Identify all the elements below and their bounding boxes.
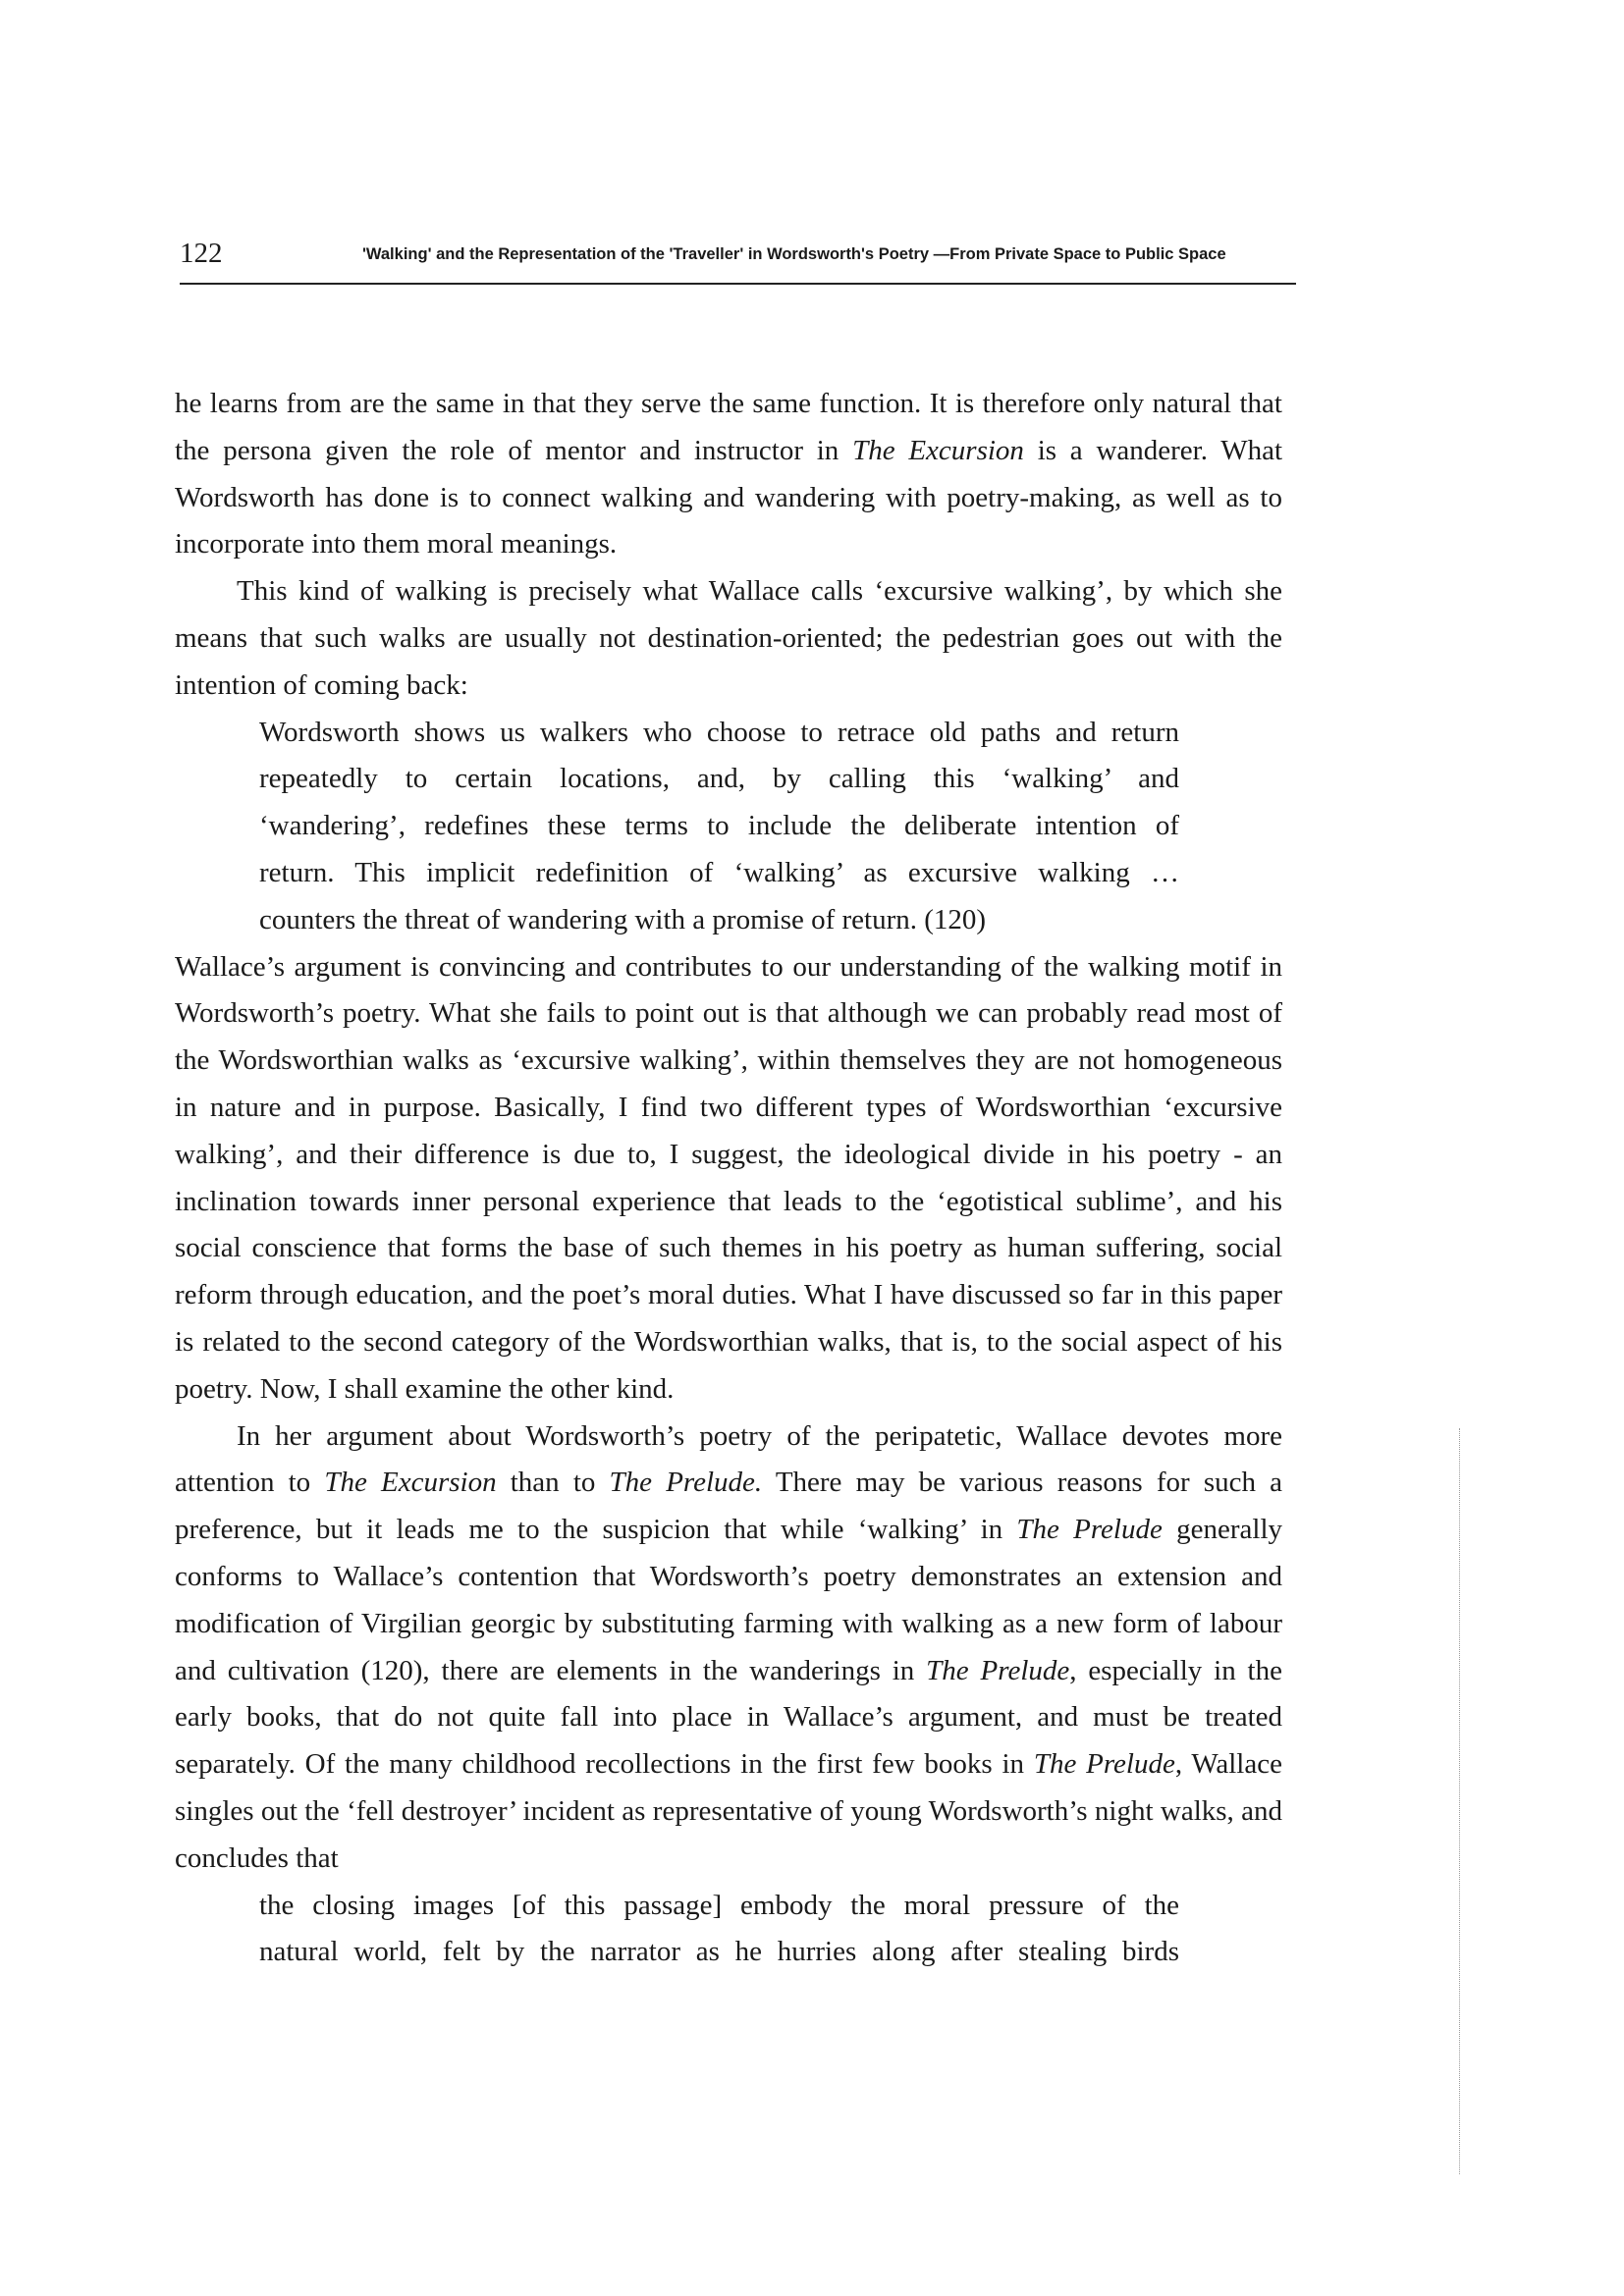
quote-line: repeatedly to certain locations, and, by calling this ‘walking’ and (259, 763, 1179, 795)
quote-line: counters the threat of wandering with a promise of return. (120) (259, 903, 987, 935)
work-title: The Excursion (324, 1467, 497, 1499)
article-body (175, 381, 1282, 1976)
paragraph-text: In her argument about Wordsworth’s poetry of the peripatetic, Wallace devotes more attention to (175, 1419, 1282, 1499)
paragraph-argument: Wallace’s argument is convincing and contributes to our understanding of the walking motif in Wordsworth’s poetry. What she fails to point out is that although we can probably read most of the Wordsworthian walks as ‘excursive walking’, within themselves they are not homogeneous in nature and in purpose. Basically, I find two different types of Wordsworthian ‘excursive walking’, and their difference is due to, I suggest, the ideological divide in his poetry - an inclination towards inner personal experience that leads to the ‘egotistical sublime’, and his social conscience that forms the base of such themes in his poetry as human suffering, social reform through education, and the poet’s moral duties. What I have discussed so far in this paper is related to the second category of the Wordsworthian walks, that is, to the social aspect of his poetry. Now, I shall examine the other kind. (175, 950, 1282, 1405)
quote-line: natural world, felt by the narrator as he hurries along after stealing birds (259, 1936, 1179, 1968)
work-title: The Prelude (1033, 1748, 1175, 1781)
scan-artifact-line (1459, 1428, 1460, 2174)
running-title: 'Walking' and the Representation of the 'Traveller' in Wordsworth's Poetry —From Private Space to Public Space (362, 245, 1226, 263)
paragraph-excursive-walking: This kind of walking is precisely what Wallace calls ‘excursive walking’, by which she means that such walks are usually not destination-oriented; the pedestrian goes out with the intention of coming back: (175, 575, 1282, 701)
paragraph-text: than to (496, 1467, 610, 1499)
paragraph-text: , especially in the early books, that do not quite fall into place in Wallace’s argument, and must be treated separately. Of the many childhood recollections in the first few books in (175, 1654, 1282, 1781)
paragraph-continuation (175, 381, 1282, 568)
quote-line: the closing images [of this passage] embody the moral pressure of the (259, 1889, 1179, 1921)
running-header (180, 232, 1296, 285)
quote-line: Wordsworth shows us walkers who choose to retrace old paths and return (259, 716, 1179, 748)
paragraph-peripatetic (175, 1414, 1282, 1883)
paragraph-text: , Wallace singles out the ‘fell destroyer’ incident as representative of young Wordsworth’s night walks, and concludes that (175, 1748, 1282, 1874)
paragraph-text: is a wanderer. What Wordsworth has done is to connect walking and wandering with poetry-making, as well as to incorporate into them moral meanings. (175, 434, 1283, 561)
paragraph-text: There may be various reasons for such a preference, but it leads me to the suspicion that while ‘walking’ in (175, 1467, 1282, 1546)
work-title: The Prelude (1016, 1514, 1163, 1546)
block-quote-wallace (259, 710, 1179, 944)
paragraph-text: generally conforms to Wallace’s contention that Wordsworth’s poetry demonstrates an extension and modification of Virgilian georgic by substituting farming with walking as a new form of labour and cultivation (120), there are elements in the wanderings in (175, 1514, 1282, 1686)
quote-line: return. This implicit redefinition of ‘walking’ as excursive walking … (259, 856, 1179, 888)
quote-line: ‘wandering’, redefines these terms to include the deliberate intention of (259, 810, 1179, 842)
work-title: The Excursion (852, 434, 1024, 466)
block-quote-closing-images (259, 1883, 1179, 1977)
page-number: 122 (180, 238, 223, 269)
work-title: The Prelude (926, 1654, 1070, 1686)
paragraph-text: he learns from are the same in that they serve the same function. It is therefore only natural that the persona given the role of mentor and instructor in (175, 388, 1282, 466)
work-title: The Prelude. (609, 1467, 763, 1499)
